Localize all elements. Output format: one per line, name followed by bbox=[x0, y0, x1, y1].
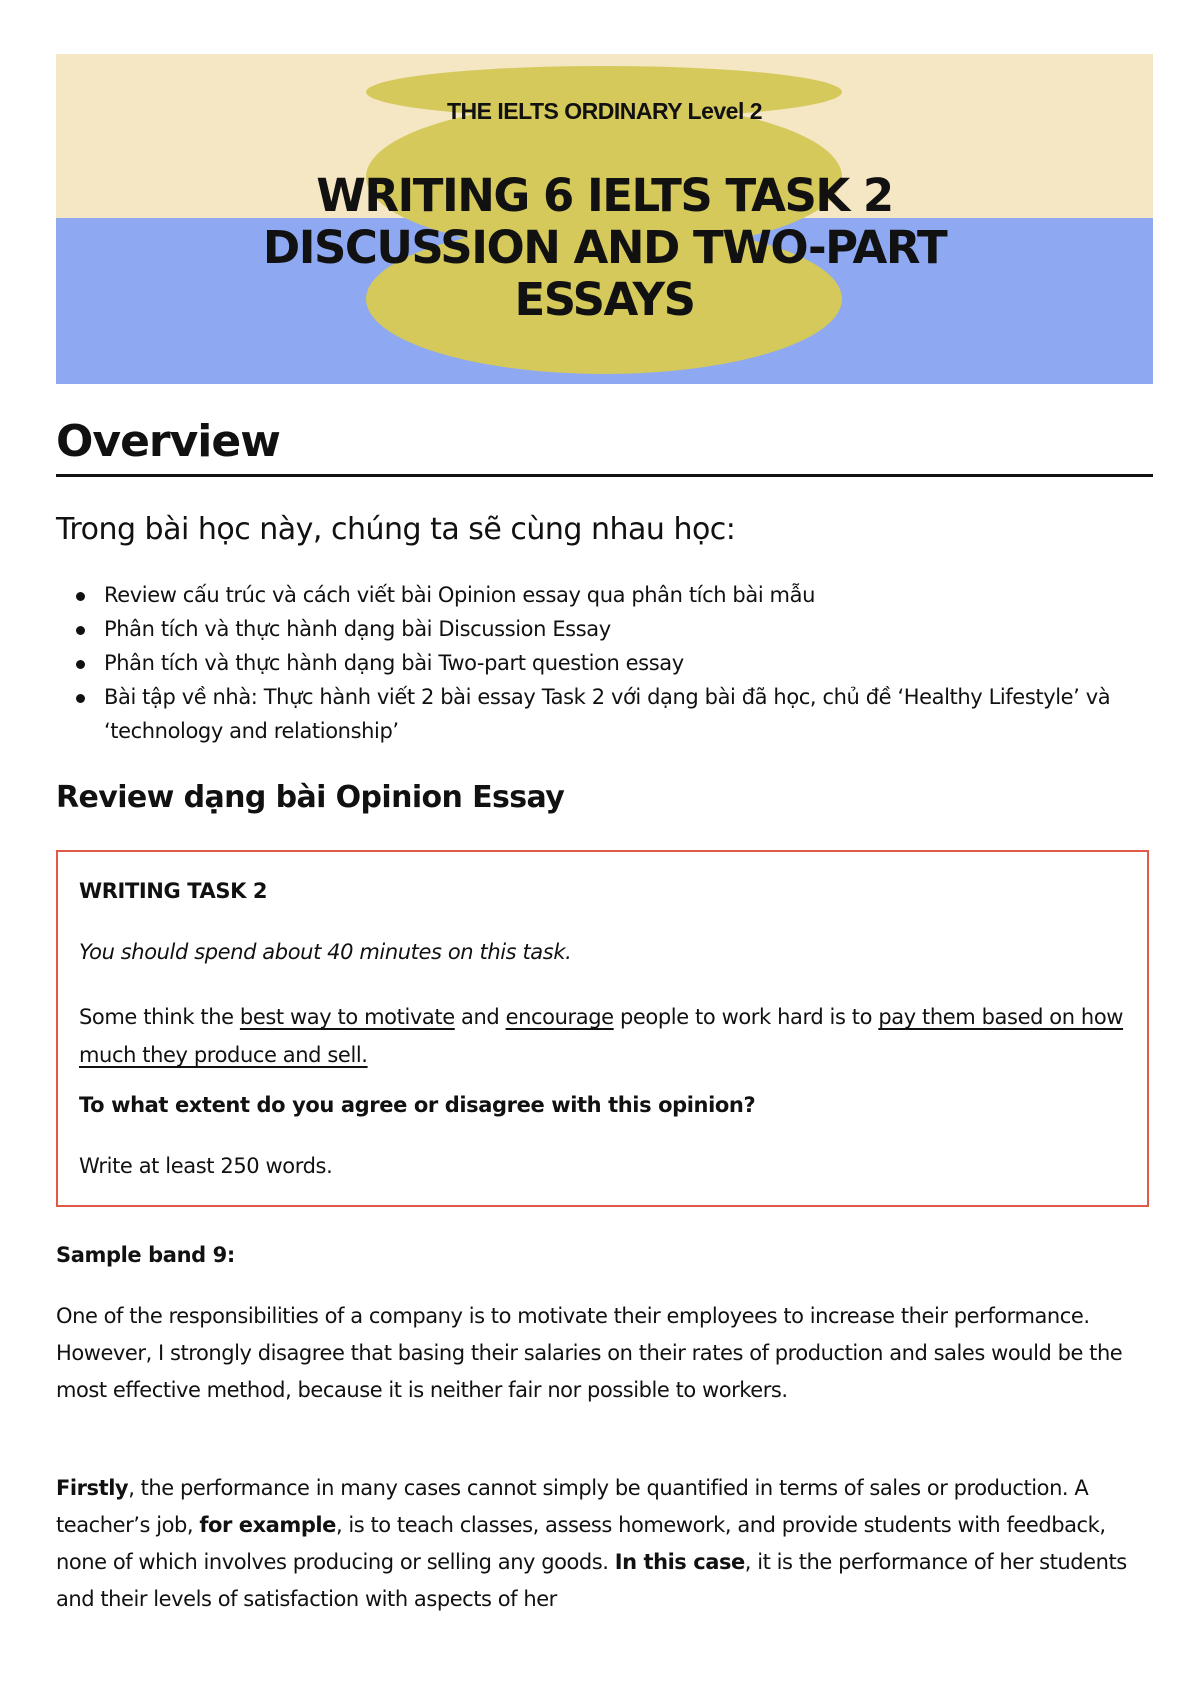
prompt-text: people to work hard is to bbox=[613, 1005, 879, 1029]
task-prompt bbox=[79, 998, 1126, 1074]
task-title: WRITING TASK 2 bbox=[79, 879, 268, 903]
sample-paragraph bbox=[56, 1470, 1151, 1618]
list-item: Phân tích và thực hành dạng bài Discussion Essay bbox=[56, 612, 1146, 646]
task-question: To what extent do you agree or disagree with this opinion? bbox=[79, 1093, 756, 1117]
paragraph-text: , the performance in many cases cannot simply be quantified in terms of sales or production. A teacher’s job, bbox=[56, 1476, 1089, 1537]
paragraph-text: , is to teach classes, assess homework, and provide students with feedback, none of which involves producing or selling any goods. bbox=[56, 1513, 1106, 1574]
writing-task-box bbox=[56, 850, 1149, 1207]
paragraph-text: One of the responsibilities of a company is to motivate their employees to increase their performance. However, I strongly disagree that basing their salaries on their rates of production and sales would be the most effective method, because it is neither fair nor possible to workers. bbox=[56, 1304, 1123, 1402]
sample-paragraph bbox=[56, 1298, 1151, 1409]
overview-heading: Overview bbox=[56, 416, 280, 467]
prompt-text: Some think the bbox=[79, 1005, 240, 1029]
heading-divider bbox=[56, 474, 1153, 477]
paragraph-text: , it is the performance of her students and their levels of satisfaction with aspects of her bbox=[56, 1550, 1127, 1611]
linking-word: In this case bbox=[614, 1550, 745, 1574]
task-word-count: Write at least 250 words. bbox=[79, 1154, 333, 1178]
list-item: Phân tích và thực hành dạng bài Two-part question essay bbox=[56, 646, 1146, 680]
list-item: Review cấu trúc và cách viết bài Opinion essay qua phân tích bài mẫu bbox=[56, 578, 1146, 612]
overview-intro: Trong bài học này, chúng ta sẽ cùng nhau học: bbox=[56, 512, 736, 547]
prompt-underlined-phrase: encourage bbox=[505, 1005, 614, 1029]
list-item: Bài tập về nhà: Thực hành viết 2 bài essay Task 2 với dạng bài đã học, chủ đề ‘Healthy Lifestyle’ và ‘technology and relationship’ bbox=[56, 680, 1146, 748]
task-time-instruction: You should spend about 40 minutes on this task. bbox=[79, 940, 572, 964]
sample-label: Sample band 9: bbox=[56, 1243, 235, 1267]
title-line: WRITING 6 IELTS TASK 2 bbox=[316, 169, 893, 222]
header-banner bbox=[56, 54, 1153, 384]
linking-word: Firstly bbox=[56, 1476, 129, 1500]
section-heading-review: Review dạng bài Opinion Essay bbox=[56, 780, 565, 815]
prompt-text: and bbox=[454, 1005, 506, 1029]
title-line: ESSAYS bbox=[514, 273, 695, 326]
lesson-topics-list bbox=[56, 578, 1146, 748]
title-line: DISCUSSION AND TWO-PART bbox=[262, 221, 947, 274]
linking-word: for example bbox=[199, 1513, 336, 1537]
prompt-underlined-phrase: pay them based on how much they produce and sell. bbox=[79, 1005, 1124, 1067]
course-level-label: THE IELTS ORDINARY Level 2 bbox=[446, 98, 763, 124]
prompt-underlined-phrase: best way to motivate bbox=[239, 1005, 455, 1029]
document-title bbox=[56, 170, 1153, 326]
